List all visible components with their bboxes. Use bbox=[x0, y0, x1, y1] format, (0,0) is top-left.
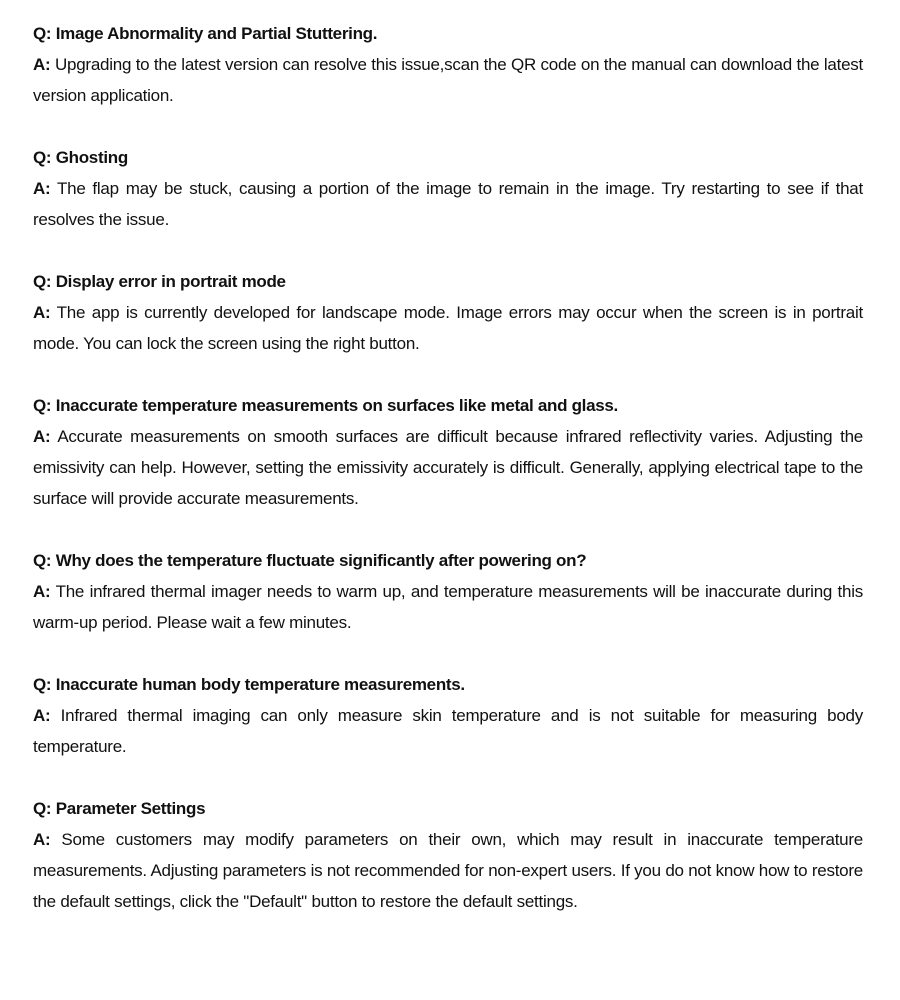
faq-item-metal-glass bbox=[33, 390, 863, 514]
answer-prefix: A: bbox=[33, 830, 51, 849]
answer-text: Accurate measurements on smooth surfaces are difficult because infrared reflectivity varies. Adjusting the emissivity can help. However, setting the emissivity accurately is difficult. Generally, applying electrical tape to the surface will provide accurate measurements. bbox=[33, 427, 863, 508]
faq-item-parameter-settings bbox=[33, 793, 863, 917]
faq-answer bbox=[33, 421, 863, 514]
answer-prefix: A: bbox=[33, 427, 51, 446]
answer-text: Upgrading to the latest version can resolve this issue,scan the QR code on the manual can download the latest version application. bbox=[33, 55, 863, 105]
faq-question: Q: Why does the temperature fluctuate significantly after powering on? bbox=[33, 551, 587, 570]
faq-answer bbox=[33, 173, 863, 235]
faq-answer bbox=[33, 297, 863, 359]
faq-item-portrait-mode bbox=[33, 266, 863, 359]
answer-prefix: A: bbox=[33, 303, 51, 322]
answer-text: The infrared thermal imager needs to warm up, and temperature measurements will be inaccurate during this warm-up period. Please wait a few minutes. bbox=[33, 582, 864, 632]
faq-answer bbox=[33, 49, 863, 111]
answer-text: Some customers may modify parameters on their own, which may result in inaccurate temperature measurements. Adjusting parameters is not recommended for non-expert users. If you do not know how to restore the default settings, click the "Default" button to restore the default settings. bbox=[33, 830, 863, 911]
faq-question: Q: Inaccurate temperature measurements on surfaces like metal and glass. bbox=[33, 396, 618, 415]
answer-prefix: A: bbox=[33, 55, 51, 74]
faq-answer bbox=[33, 824, 863, 917]
faq-question: Q: Ghosting bbox=[33, 148, 128, 167]
faq-item-body-temperature bbox=[33, 669, 863, 762]
faq-question: Q: Display error in portrait mode bbox=[33, 272, 286, 291]
answer-text: The flap may be stuck, causing a portion of the image to remain in the image. Try restarting to see if that resolves the issue. bbox=[33, 179, 863, 229]
faq-item-temperature-fluctuate bbox=[33, 545, 863, 638]
answer-text: Infrared thermal imaging can only measure skin temperature and is not suitable for measuring body temperature. bbox=[33, 706, 863, 756]
answer-prefix: A: bbox=[33, 179, 51, 198]
faq-item-ghosting bbox=[33, 142, 863, 235]
faq-question: Q: Inaccurate human body temperature measurements. bbox=[33, 675, 465, 694]
faq-question: Q: Parameter Settings bbox=[33, 799, 206, 818]
faq-document bbox=[33, 18, 863, 948]
faq-answer bbox=[33, 576, 863, 638]
faq-answer bbox=[33, 700, 863, 762]
answer-prefix: A: bbox=[33, 582, 51, 601]
faq-question: Q: Image Abnormality and Partial Stuttering. bbox=[33, 24, 378, 43]
answer-text: The app is currently developed for landscape mode. Image errors may occur when the screen is in portrait mode. You can lock the screen using the right button. bbox=[33, 303, 863, 353]
answer-prefix: A: bbox=[33, 706, 51, 725]
faq-item-image-abnormality bbox=[33, 18, 863, 111]
